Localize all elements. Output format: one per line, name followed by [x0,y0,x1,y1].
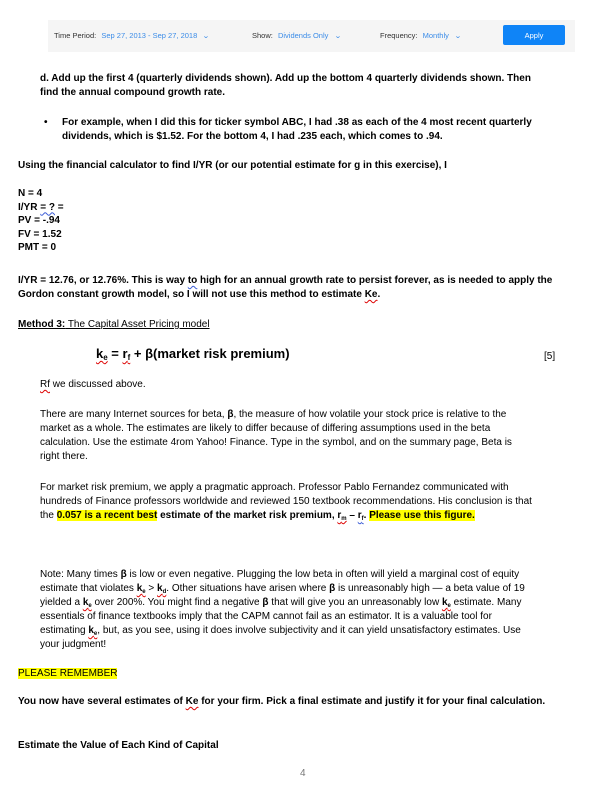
mrp-rf-r: r [357,510,362,521]
note-k-sub: e [447,603,451,609]
note-ke [88,625,97,636]
formula-r: r [122,346,128,361]
bullet-glyph: • [44,117,48,128]
calc-result [18,274,552,302]
apply-button[interactable]: Apply [503,25,565,45]
note-text: , but, as you see, using it does involve subjectivity and it can yield unsatisfactory estimates. Use [97,625,521,636]
beta-symbol: β [227,409,234,420]
calc-pmt: PMT = 0 [18,242,57,253]
formula-k: k [96,346,104,361]
mrp-dot: . [363,510,370,521]
formula-ke [96,346,108,361]
note-text: estimating [40,625,89,636]
note-text: is low or even negative. Plugging the low beta in often will yield a marginal cost of equity [126,569,520,580]
final-ke: Ke [185,696,199,707]
calc-result-line-1 [18,274,552,288]
method-3-title: The Capital Asset Pricing model [65,319,210,330]
note-text: yielded a [40,597,83,608]
frequency-value[interactable]: Monthly [422,31,449,40]
mrp-minus: – [346,510,358,521]
note-k: k [88,625,94,636]
please-remember-label [18,667,117,681]
note-k-sub: e [142,589,146,595]
beta-text-b: , the measure of how volatile your stock price is relative to the [233,409,507,420]
chevron-down-icon[interactable]: ⌄ [202,33,211,40]
note-line-5 [40,624,525,638]
note-text: estimate. Many [450,597,522,608]
time-period-dropdown[interactable] [54,31,209,40]
note-k: k [157,583,163,594]
bullet-line-2: dividends, which is $1.52. For the bottom 4, I had .235 each, which comes to .94. [62,131,443,142]
bullet-line-1: For example, when I did this for ticker symbol ABC, I had .38 as each of the 4 most recent quarterly [62,117,532,128]
calc-intro: Using the financial calculator to find I/YR (or our potential estimate for g in this exercise), I [18,160,447,171]
calculator-inputs [18,187,64,255]
rf-text: we discussed above. [50,379,146,390]
note-text: . Other situations have arisen where [166,583,330,594]
market-risk-premium-paragraph [40,481,532,523]
rf-term: Rf [40,379,50,390]
step-d-line-1: d. Add up the first 4 (quarterly dividends shown). Add up the bottom 4 quarterly dividends shown. Then [40,73,531,84]
calc-result-line-2 [18,288,552,302]
capm-formula [96,347,290,361]
calc-pv: PV = -.94 [18,215,60,226]
mrp-rm-r: r [337,510,342,521]
mrp-highlight-instruction: Please use this figure. [369,510,475,521]
calc-fv: FV = 1.52 [18,228,62,240]
beta-line-4: right there. [40,451,88,462]
result-ke: Ke [364,289,378,300]
result-dot: . [377,289,381,300]
calc-n: N = 4 [18,188,43,199]
rf-note [40,378,146,392]
beta-paragraph [40,408,512,464]
mrp-line-2: hundreds of Finance professors worldwide and reviewed 150 textbook recommendations. His conclusion is that [40,496,532,507]
time-period-value[interactable]: Sep 27, 2013 - Sep 27, 2018 [101,31,198,40]
show-value[interactable]: Dividends Only [277,31,329,40]
note-line-4: essentials of finance textbooks imply that the CAPM cannot fail as an estimator. It is a valuable tool for [40,611,492,622]
note-k-sub: e [93,631,98,637]
note-k: k [82,597,89,608]
mrp-rm [337,510,346,521]
formula-reference: [5] [544,351,556,362]
estimate-capital-heading: Estimate the Value of Each Kind of Capital [18,740,219,751]
note-beta: β [262,597,269,608]
beta-line-2: market as a whole. The estimates are likely to differ because of differing assumptions used in the beta [40,423,491,434]
chevron-down-icon[interactable]: ⌄ [454,33,462,40]
show-dropdown[interactable] [252,31,340,40]
formula-rest: + β(market risk premium) [130,346,290,361]
note-ke [442,597,451,608]
note-line-1 [40,568,525,582]
note-gt: > [145,583,158,594]
mrp-text-b: estimate of the market risk premium, [157,510,338,521]
formula-eq: = [107,346,123,361]
note-line-3 [40,596,525,610]
note-text: estimate that violates [40,583,137,594]
note-k-sub: e [88,603,92,609]
note-line-2 [40,582,525,596]
result-text-c: Gordon constant growth model, so I will not use this method to estimate [18,289,365,300]
note-text: Note: Many times [40,569,121,580]
history-filter-bar [48,20,575,52]
note-k: k [136,583,143,594]
mrp-rm-sub: m [341,516,347,522]
note-beta: β [120,569,127,580]
note-text: over 200%. You might find a negative [91,597,263,608]
time-period-label: Time Period: [54,31,97,40]
note-k: k [441,597,448,608]
mrp-rf-sub: f [361,516,364,522]
result-text-b: high for an annual growth rate to persist forever, as is needed to apply the [197,275,553,286]
note-k-sub: d [162,589,167,595]
calc-iyr-label: I/YR [18,201,41,213]
beta-line-3: calculation. Use the estimate 4rom Yahoo! Finance. Type in the symbol, and on the summary page, Beta is [40,437,512,448]
mrp-highlight-value: 0.057 is a recent best [56,510,158,521]
formula-k-sub: e [103,353,108,362]
beta-text-a: There are many Internet sources for beta, [40,409,228,420]
mrp-line-3 [40,509,532,523]
note-text: that will give you an unreasonably low [268,597,442,608]
frequency-dropdown[interactable] [380,31,461,40]
please-remember-text: PLEASE REMEMBER [18,668,118,679]
note-paragraph [40,568,525,652]
note-kd [157,583,166,594]
note-text: is unreasonably high — a beta value of 19 [335,583,525,594]
page-number: 4 [300,768,306,779]
note-ke [83,597,92,608]
show-label: Show: [252,31,273,40]
step-d-instruction [40,72,531,100]
final-text-a: You now have several estimates of [18,696,186,707]
result-to: to [187,275,198,286]
note-beta: β [329,583,336,594]
chevron-down-icon[interactable]: ⌄ [333,33,342,40]
final-text-b: for your firm. Pick a final estimate and justify it for your final calculation. [198,696,546,707]
frequency-label: Frequency: [380,31,418,40]
result-text-a: I/YR = 12.76, or 12.76%. This is way [18,275,188,286]
beta-line-1 [40,408,512,422]
final-estimate-instruction [18,695,545,709]
mrp-text-a: the [40,510,57,521]
note-ke [137,583,146,594]
calc-iyr-unknown: = ? [40,201,55,213]
calc-iyr-eq: = [54,201,64,213]
method-3-heading [18,318,210,332]
calc-iyr [18,201,64,215]
note-line-6: your judgment! [40,639,107,650]
mrp-line-1: For market risk premium, we apply a pragmatic approach. Professor Pablo Fernandez communicated with [40,482,509,493]
step-d-line-2: find the annual compound growth rate. [40,87,225,98]
bullet-example [62,116,532,144]
method-3-label: Method 3: [18,319,66,330]
formula-r-sub: f [127,353,131,362]
